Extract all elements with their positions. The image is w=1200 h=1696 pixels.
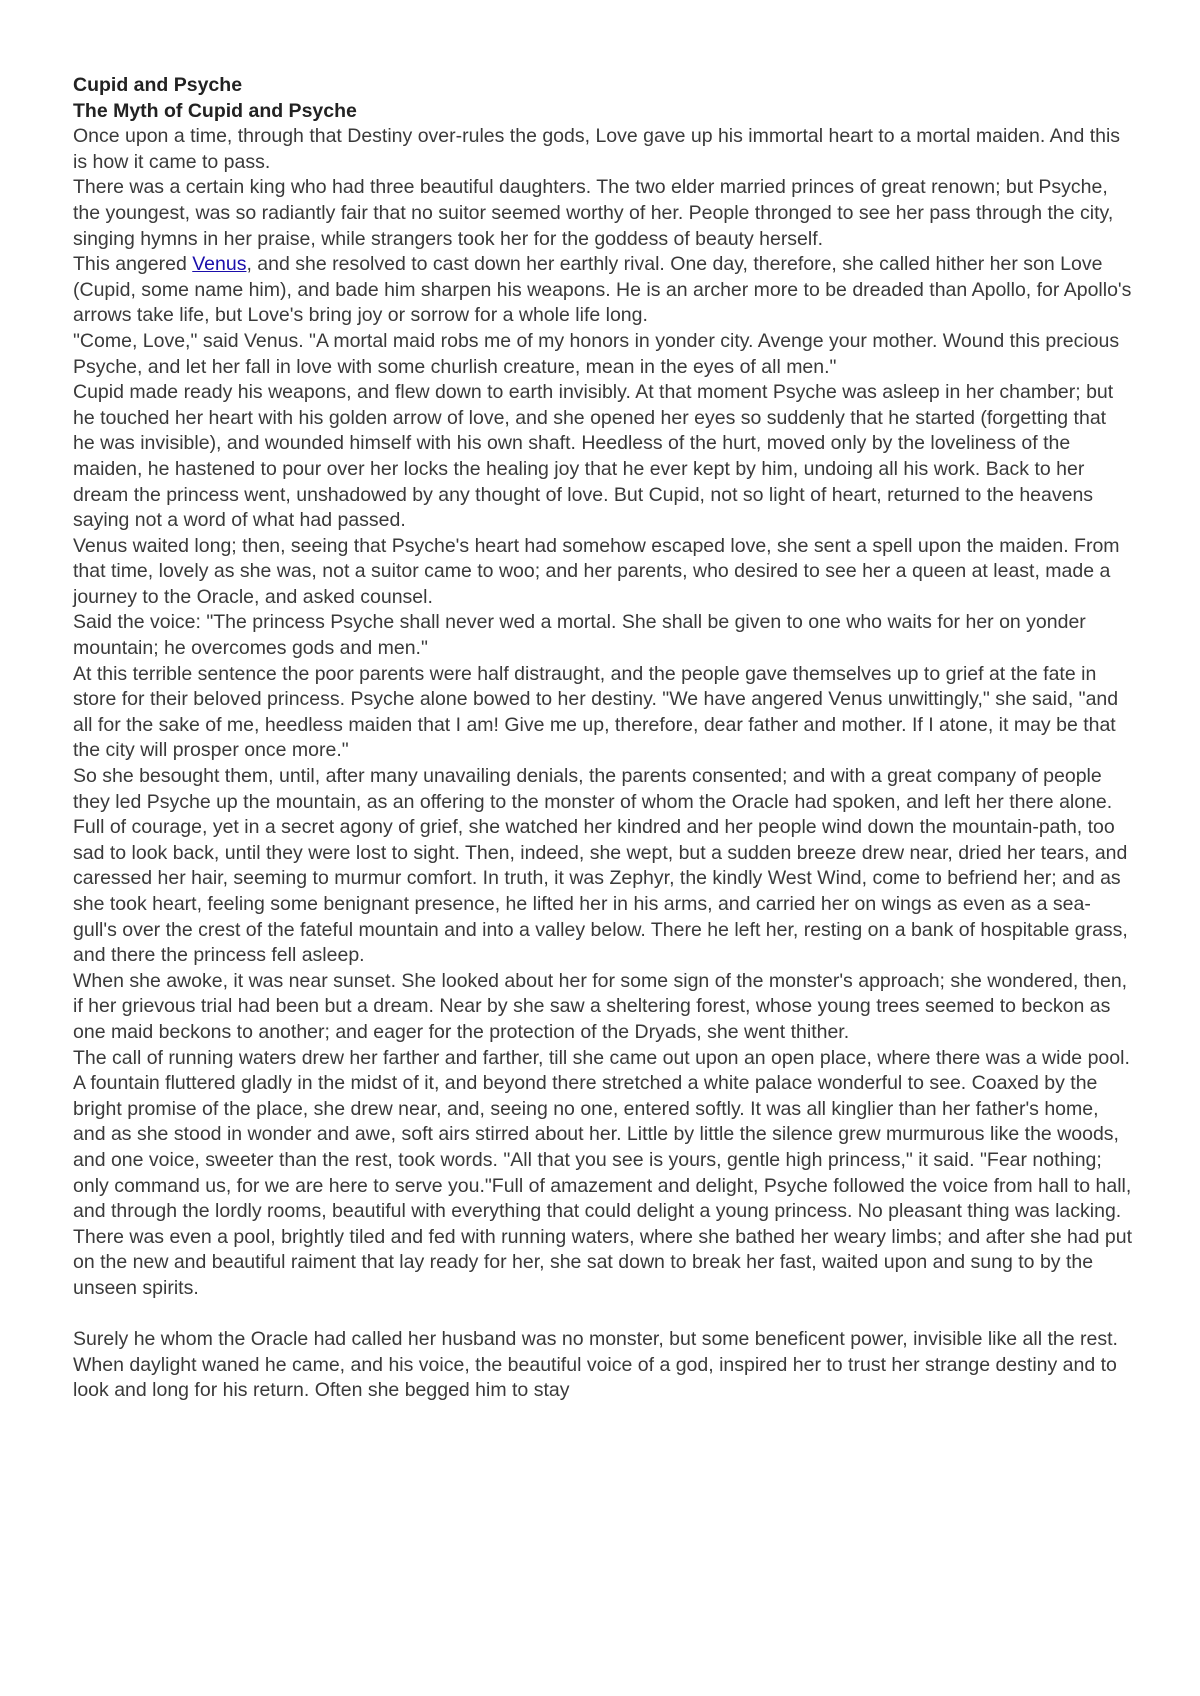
- document-title: Cupid and Psyche: [73, 74, 243, 96]
- venus-link[interactable]: Venus: [192, 253, 247, 276]
- paragraph-12: The call of running waters drew her farther and farther, till she came out upon an open place, where there was a wide pool. A fountain fluttered gladly in the midst of it, and beyond there stretched a white palace wonderful to see. Coaxed by the bright promise of the place, she drew near, and, seeing no one, entered softly. It was all kinglier than her father's home, and as she stood in wonder and awe, soft airs stirred about her. Little by little the silence grew murmurous like the woods, and one voice, sweeter than the rest, took words. "All that you see is yours, gentle high princess," it said. "Fear nothing; only command us, for we are here to serve you."Full of amazement and delight, Psyche followed the voice from hall to hall, and through the lordly rooms, beautiful with everything that could delight a young princess. No pleasant thing was lacking. There was even a pool, brightly tiled and fed with running waters, where she bathed her weary limbs; and after she had put on the new and beautiful raiment that lay ready for her, she sat down to break her fast, waited upon and sung to by the unseen spirits.: [73, 1046, 1133, 1299]
- paragraph-13: Surely he whom the Oracle had called her husband was no monster, but some beneficent power, invisible like all the rest. When daylight waned he came, and his voice, the beautiful voice of a god, inspired her to trust her strange destiny and to look and long for his return. Often she begged him to stay: [73, 1328, 1118, 1402]
- paragraph-9: So she besought them, until, after many unavailing denials, the parents consented; and with a great company of people they led Psyche up the mountain, as an offering to the monster of whom the Oracle had spoken, and left her there alone.: [73, 765, 1113, 813]
- paragraph-3-start: This angered: [73, 253, 193, 276]
- paragraph-1: Once upon a time, through that Destiny over-rules the gods, Love gave up his immortal heart to a mortal maiden. And this is how it came to pass.: [73, 125, 1121, 173]
- paragraph-8: At this terrible sentence the poor parents were half distraught, and the people gave themselves up to grief at the fate in store for their beloved princess. Psyche alone bowed to her destiny. "We have angered Venus unwittingly," she said, "and all for the sake of me, heedless maiden that I am! Give me up, therefore, dear father and mother. If I atone, it may be that the city will prosper once more.": [73, 662, 1119, 762]
- paragraph-3-end: , and she resolved to cast down her earthly rival. One day, therefore, she called hither her son Love (Cupid, some name him), and bade him sharpen his weapons. He is an archer more to be dreaded than Apollo, for Apollo's arrows take life, but Love's bring joy or sorrow for a whole life long.: [73, 253, 1132, 327]
- document-subtitle: The Myth of Cupid and Psyche: [73, 99, 357, 122]
- paragraph-3: [73, 252, 1133, 329]
- paragraph-5: Cupid made ready his weapons, and flew down to earth invisibly. At that moment Psyche was asleep in her chamber; but he touched her heart with his golden arrow of love, and she opened her eyes so suddenly that he started (forgetting that he was invisible), and wounded himself with his own shaft. Heedless of the hurt, moved only by the loveliness of the maiden, he hastened to pour over her locks the healing joy that he ever kept by him, undoing all his work. Back to her dream the princess went, unshadowed by any thought of love. But Cupid, not so light of heart, returned to the heavens saying not a word of what had passed.: [73, 381, 1114, 532]
- paragraph-gap: [73, 1302, 1133, 1328]
- paragraph-7: Said the voice: "The princess Psyche shall never wed a mortal. She shall be given to one who waits for her on yonder mountain; he overcomes gods and men.": [73, 611, 1086, 660]
- paragraph-6: Venus waited long; then, seeing that Psyche's heart had somehow escaped love, she sent a spell upon the maiden. From that time, lovely as she was, not a suitor came to woo; and her parents, who desired to see her a queen at least, made a journey to the Oracle, and asked counsel.: [73, 534, 1120, 608]
- paragraph-10: Full of courage, yet in a secret agony of grief, she watched her kindred and her people wind down the mountain-path, too sad to look back, until they were lost to sight. Then, indeed, she wept, but a sudden breeze drew near, dried her tears, and caressed her hair, seeming to murmur comfort. In truth, it was Zephyr, the kindly West Wind, come to befriend her; and as she took heart, feeling some benignant presence, he lifted her in his arms, and carried her on wings as even as a sea-gull's over the crest of the fateful mountain and into a valley below. There he left her, resting on a bank of hospitable grass, and there the princess fell asleep.: [73, 816, 1128, 967]
- paragraph-2: There was a certain king who had three beautiful daughters. The two elder married princes of great renown; but Psyche, the youngest, was so radiantly fair that no suitor seemed worthy of her. People thronged to see her pass through the city, singing hymns in her praise, while strangers took her for the goddess of beauty herself.: [73, 176, 1114, 250]
- paragraph-11: When she awoke, it was near sunset. She looked about her for some sign of the monster's approach; she wondered, then, if her grievous trial had been but a dream. Near by she saw a sheltering forest, whose young trees seemed to beckon as one maid beckons to another; and eager for the protection of the Dryads, she went thither.: [73, 969, 1128, 1043]
- paragraph-4: "Come, Love," said Venus. "A mortal maid robs me of my honors in yonder city. Avenge your mother. Wound this precious Psyche, and let her fall in love with some churlish creature, mean in the eyes of all men.": [73, 329, 1120, 378]
- document-page: [73, 73, 1133, 1404]
